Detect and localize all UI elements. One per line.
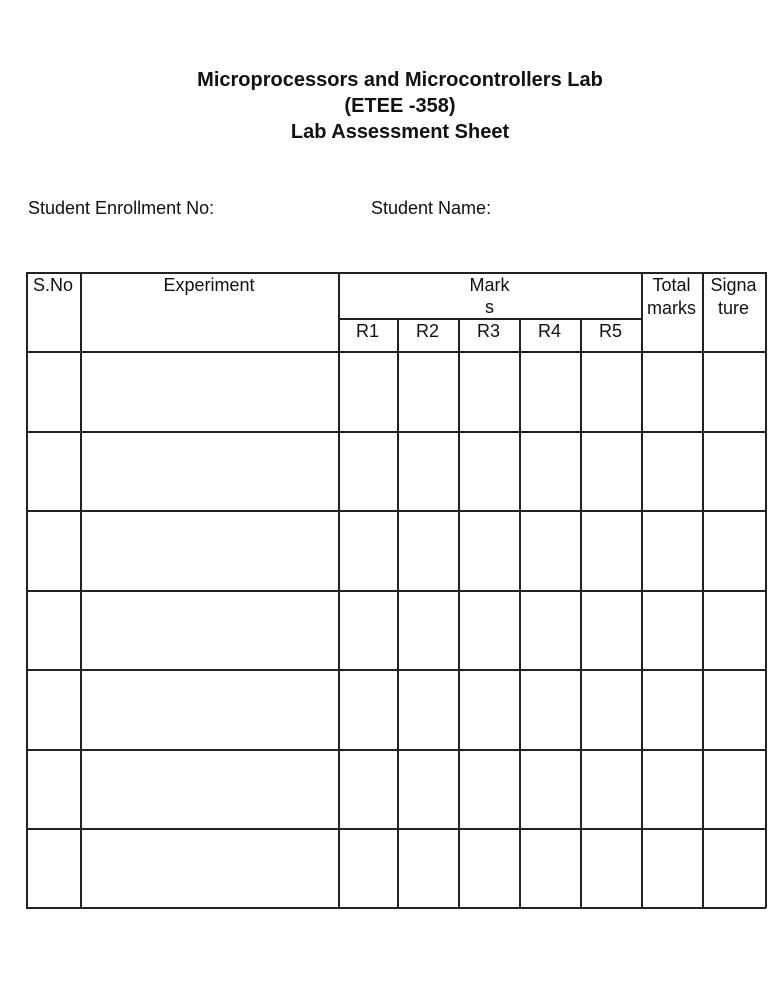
cell-total[interactable] [642, 352, 702, 431]
cell-r4[interactable] [520, 750, 580, 828]
cell-r5[interactable] [581, 591, 641, 669]
header-signature-line2: ture [717, 298, 750, 318]
cell-r3[interactable] [459, 829, 519, 906]
cell-r5[interactable] [581, 511, 641, 590]
header-marks-line1: Mark [469, 275, 510, 295]
sheet-title: Lab Assessment Sheet [290, 121, 510, 143]
cell-total[interactable] [642, 432, 702, 510]
student-name-label: Student Name: [371, 198, 492, 218]
cell-sno[interactable] [27, 511, 80, 590]
table-border-bottom [26, 907, 766, 909]
cell-r3[interactable] [459, 750, 519, 828]
cell-r5[interactable] [581, 352, 641, 431]
cell-r1[interactable] [339, 829, 397, 906]
header-r3: R3 [476, 321, 500, 341]
cell-experiment[interactable] [81, 511, 338, 590]
cell-r5[interactable] [581, 432, 641, 510]
cell-r4[interactable] [520, 591, 580, 669]
cell-experiment[interactable] [81, 670, 338, 749]
table-border-right [765, 272, 767, 908]
header-total-line2: marks [647, 298, 696, 318]
cell-signature[interactable] [703, 829, 765, 906]
cell-r3[interactable] [459, 591, 519, 669]
cell-r4[interactable] [520, 670, 580, 749]
cell-r5[interactable] [581, 670, 641, 749]
cell-experiment[interactable] [81, 829, 338, 906]
cell-total[interactable] [642, 750, 702, 828]
course-code: (ETEE -358) [344, 95, 456, 117]
cell-r5[interactable] [581, 750, 641, 828]
cell-experiment[interactable] [81, 352, 338, 431]
cell-sno[interactable] [27, 829, 80, 906]
header-sno: S.No [32, 275, 74, 295]
cell-experiment[interactable] [81, 591, 338, 669]
cell-signature[interactable] [703, 352, 765, 431]
cell-r1[interactable] [339, 352, 397, 431]
cell-total[interactable] [642, 591, 702, 669]
cell-r1[interactable] [339, 591, 397, 669]
cell-signature[interactable] [703, 670, 765, 749]
cell-r1[interactable] [339, 432, 397, 510]
cell-r3[interactable] [459, 670, 519, 749]
header-experiment: Experiment [163, 275, 255, 295]
cell-r1[interactable] [339, 670, 397, 749]
cell-experiment[interactable] [81, 750, 338, 828]
cell-r3[interactable] [459, 511, 519, 590]
cell-r4[interactable] [520, 432, 580, 510]
cell-r3[interactable] [459, 352, 519, 431]
cell-r1[interactable] [339, 750, 397, 828]
cell-sno[interactable] [27, 670, 80, 749]
cell-total[interactable] [642, 829, 702, 906]
cell-r1[interactable] [339, 511, 397, 590]
enrollment-label: Student Enrollment No: [28, 198, 215, 218]
header-marks-line2: s [485, 297, 494, 317]
cell-sno[interactable] [27, 750, 80, 828]
cell-r2[interactable] [398, 750, 458, 828]
cell-r2[interactable] [398, 670, 458, 749]
cell-r4[interactable] [520, 829, 580, 906]
cell-signature[interactable] [703, 750, 765, 828]
header-r1: R1 [355, 321, 379, 341]
cell-signature[interactable] [703, 432, 765, 510]
cell-total[interactable] [642, 511, 702, 590]
cell-r2[interactable] [398, 829, 458, 906]
cell-signature[interactable] [703, 511, 765, 590]
cell-r3[interactable] [459, 432, 519, 510]
title-line-1: Microprocessors and Microcontrollers Lab [197, 69, 603, 91]
cell-sno[interactable] [27, 591, 80, 669]
cell-sno[interactable] [27, 432, 80, 510]
cell-signature[interactable] [703, 591, 765, 669]
cell-r2[interactable] [398, 432, 458, 510]
header-r2: R2 [415, 321, 439, 341]
header-r5: R5 [598, 321, 622, 341]
cell-r2[interactable] [398, 352, 458, 431]
header-r4: R4 [537, 321, 561, 341]
cell-r5[interactable] [581, 829, 641, 906]
cell-r2[interactable] [398, 511, 458, 590]
header-total-line1: Total [652, 275, 691, 295]
cell-experiment[interactable] [81, 432, 338, 510]
cell-r2[interactable] [398, 591, 458, 669]
cell-r4[interactable] [520, 511, 580, 590]
cell-sno[interactable] [27, 352, 80, 431]
header-signature-line1: Signa [710, 275, 757, 295]
cell-r4[interactable] [520, 352, 580, 431]
cell-total[interactable] [642, 670, 702, 749]
